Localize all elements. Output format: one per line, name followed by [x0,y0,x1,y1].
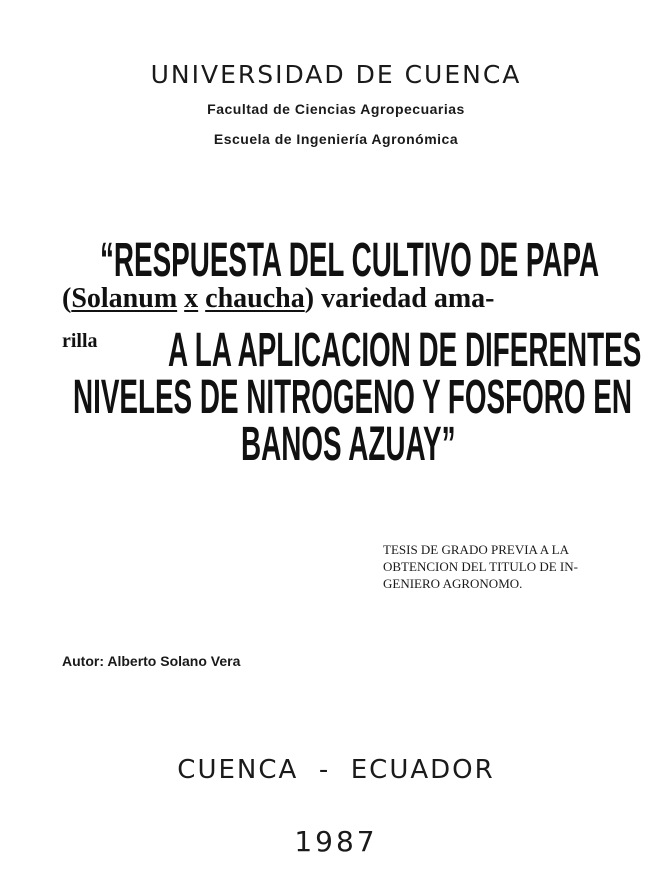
title-line-3-prefix: rilla [62,330,98,352]
title-line-5: BANOS AZUAY” [241,418,456,471]
title-species: chaucha [205,283,305,314]
university-name: UNIVERSIDAD DE CUENCA [150,60,522,89]
year-line: 1987 [294,825,378,858]
title-line-1: “RESPUESTA DEL CULTIVO DE PAPA [100,234,600,287]
title-line-2 [62,285,495,313]
title-hybrid-x: x [184,283,199,314]
thesis-note-line-1: TESIS DE GRADO PREVIA A LA [383,542,569,557]
title-line-4: NIVELES DE NITROGENO Y FOSFORO EN [73,371,632,424]
title-variety: variedad ama- [321,283,495,314]
thesis-note-line-2: OBTENCION DEL TITULO DE IN- [383,559,578,574]
title-paren-close: ) [304,283,315,314]
title-paren-open: ( [62,283,72,314]
title-genus: Solanum [71,283,178,314]
title-line-3: A LA APLICACION DE DIFERENTES [168,324,642,377]
school-name: Escuela de Ingeniería Agronómica [213,131,459,147]
faculty-name: Facultad de Ciencias Agropecuarias [207,101,465,117]
author-line: Autor: Alberto Solano Vera [62,653,241,669]
thesis-note-line-3: GENIERO AGRONOMO. [383,576,523,591]
place-line: CUENCA - ECUADOR [177,755,495,785]
thesis-note [383,541,578,592]
